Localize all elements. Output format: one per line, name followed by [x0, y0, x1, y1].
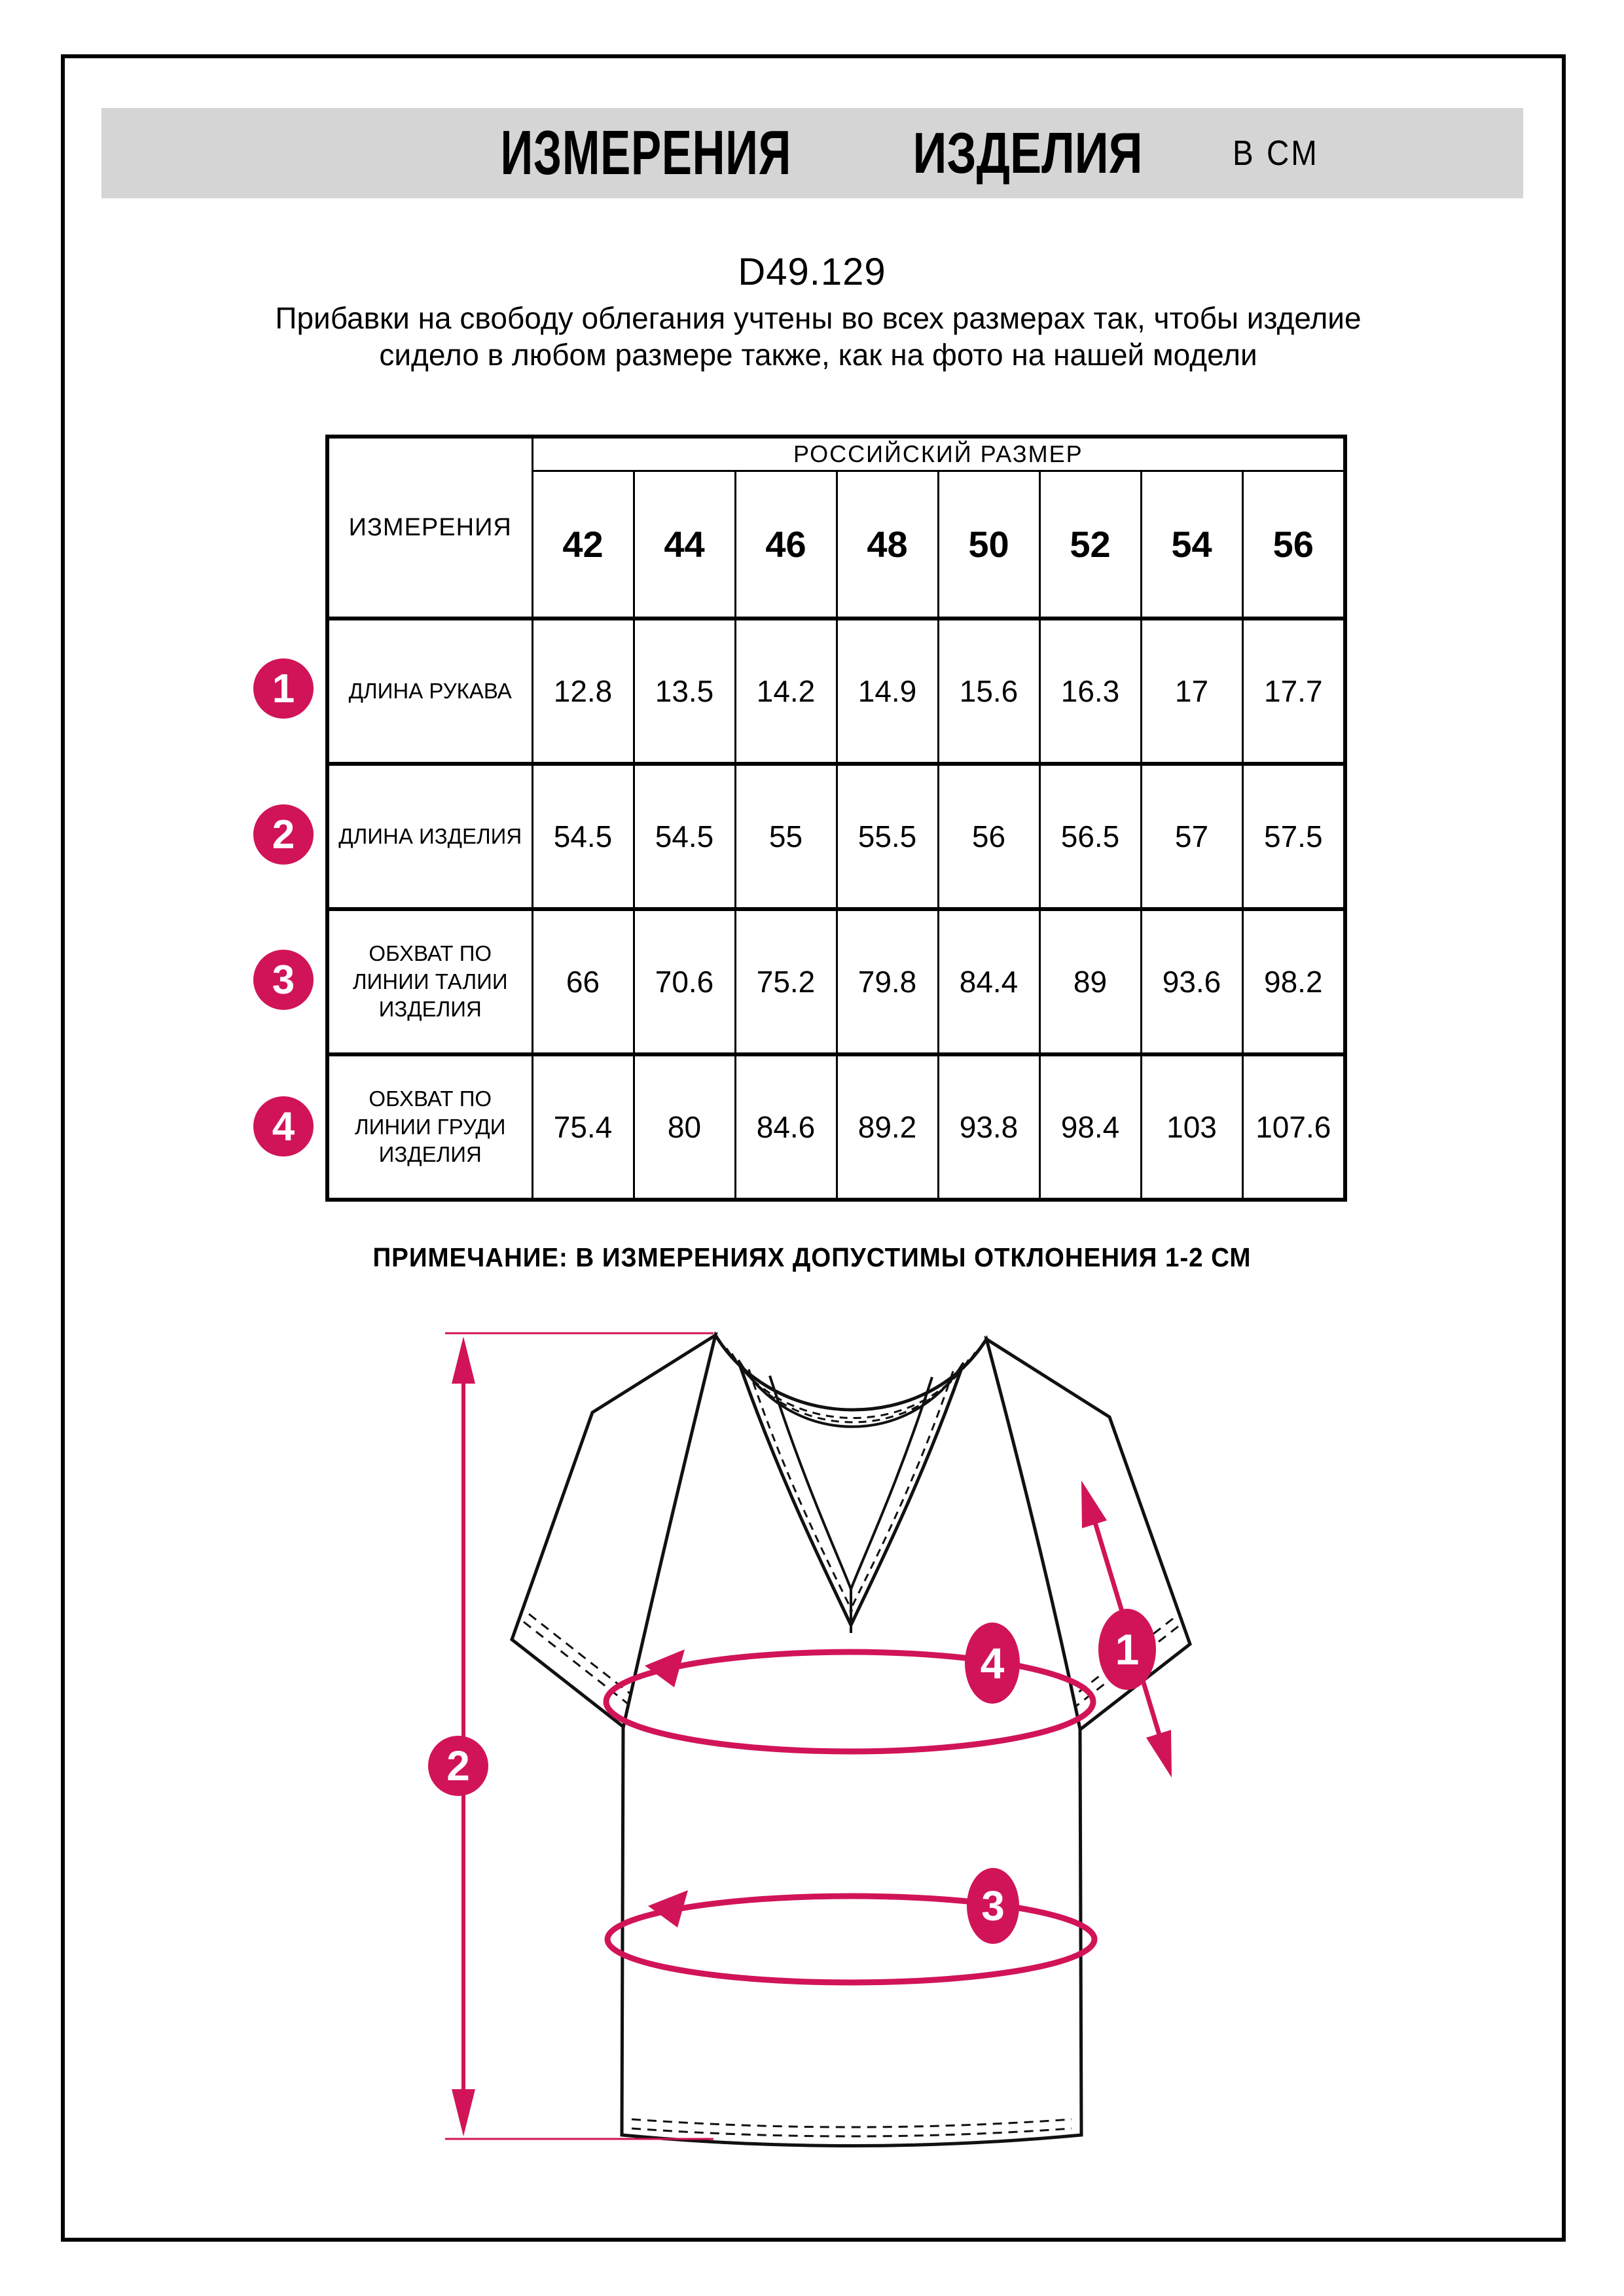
cell-value: 17: [1141, 619, 1242, 764]
cell-value: 57: [1141, 764, 1242, 909]
row-badge-2: 2: [253, 804, 314, 865]
cell-value: 54.5: [634, 764, 735, 909]
cell-value: 93.6: [1141, 909, 1242, 1054]
russian-size-header: РОССИЙСКИЙ РАЗМЕР: [532, 437, 1345, 471]
arrowhead-up: [452, 1336, 475, 1384]
cell-value: 75.2: [735, 909, 837, 1054]
cell-value: 13.5: [634, 619, 735, 764]
cell-value: 98.4: [1039, 1054, 1141, 1200]
cell-value: 56: [938, 764, 1039, 909]
diagram-badge-2-label: 2: [446, 1742, 470, 1789]
cell-value: 98.2: [1242, 909, 1345, 1054]
size-col-header: 46: [735, 471, 837, 619]
cell-value: 55.5: [837, 764, 938, 909]
diagram-badge-4-label: 4: [980, 1639, 1005, 1687]
cell-value: 16.3: [1039, 619, 1141, 764]
size-col-header: 50: [938, 471, 1039, 619]
row-label: ДЛИНА РУКАВА: [327, 619, 532, 764]
cell-value: 12.8: [532, 619, 634, 764]
cell-value: 15.6: [938, 619, 1039, 764]
row-badge-1: 1: [253, 658, 314, 719]
row-label: ДЛИНА ИЗДЕЛИЯ: [327, 764, 532, 909]
cell-value: 14.9: [837, 619, 938, 764]
size-col-header: 42: [532, 471, 634, 619]
size-col-header: 48: [837, 471, 938, 619]
cell-value: 55: [735, 764, 837, 909]
diagram-badge-3-label: 3: [981, 1882, 1005, 1929]
cell-value: 107.6: [1242, 1054, 1345, 1200]
model-number: D49.129: [738, 251, 886, 293]
row-badge-4: 4: [253, 1096, 314, 1157]
size-col-header: 54: [1141, 471, 1242, 619]
row-label: ОБХВАТ ПО ЛИНИИ ГРУДИ ИЗДЕЛИЯ: [327, 1054, 532, 1200]
cell-value: 84.6: [735, 1054, 837, 1200]
cell-value: 14.2: [735, 619, 837, 764]
diagram-badge-1-label: 1: [1115, 1625, 1140, 1674]
title-word-product: ИЗДЕЛИЯ: [912, 120, 1143, 185]
cell-value: 70.6: [634, 909, 735, 1054]
cell-value: 75.4: [532, 1054, 634, 1200]
arrowhead-down: [452, 2089, 475, 2136]
cell-value: 89.2: [837, 1054, 938, 1200]
cell-value: 89: [1039, 909, 1141, 1054]
tolerance-note: ПРИМЕЧАНИЕ: В ИЗМЕРЕНИЯХ ДОПУСТИМЫ ОТКЛОНЕНИЯ 1-2 СМ: [372, 1242, 1252, 1272]
cell-value: 84.4: [938, 909, 1039, 1054]
cell-value: 54.5: [532, 764, 634, 909]
cell-value: 17.7: [1242, 619, 1345, 764]
row-label: ОБХВАТ ПО ЛИНИИ ТАЛИИ ИЗДЕЛИЯ: [327, 909, 532, 1054]
cell-value: 80: [634, 1054, 735, 1200]
cell-value: 93.8: [938, 1054, 1039, 1200]
arrowhead-down-right: [1146, 1730, 1172, 1778]
row-badge-3: 3: [253, 950, 314, 1010]
title-word-measurements: ИЗМЕРЕНИЯ: [500, 118, 792, 188]
title-unit-cm: В СМ: [1232, 134, 1319, 173]
cell-value: 103: [1141, 1054, 1242, 1200]
cell-value: 66: [532, 909, 634, 1054]
cell-value: 56.5: [1039, 764, 1141, 909]
corner-header: ИЗМЕРЕНИЯ: [327, 437, 532, 619]
size-col-header: 56: [1242, 471, 1345, 619]
cell-value: 57.5: [1242, 764, 1345, 909]
fit-description: Прибавки на свободу облегания учтены во всех размерах так, чтобы изделие сидело в любом размере также, как на фото на нашей модели: [275, 301, 1362, 372]
size-col-header: 44: [634, 471, 735, 619]
cell-value: 79.8: [837, 909, 938, 1054]
size-col-header: 52: [1039, 471, 1141, 619]
